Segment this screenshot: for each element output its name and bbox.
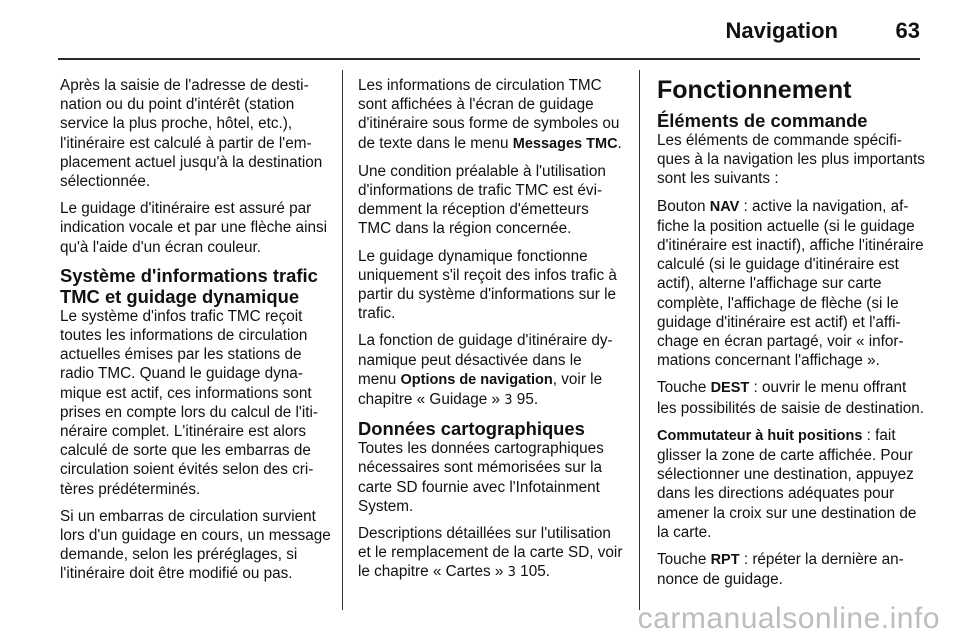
- section-heading: Système d'informations trafic TMC et guidage dynamique: [60, 264, 318, 307]
- page-number: 63: [895, 18, 920, 43]
- text: : fait glisser la zone de carte affichée. Pour sélectionner une destination, appuyez dans les directions adéquates pour amener la croix sur une destination de la carte.: [657, 426, 917, 541]
- paragraph: [657, 426, 925, 542]
- control-name-bold: Commutateur à huit positions: [657, 427, 863, 444]
- header-divider: [58, 58, 920, 60]
- paragraph: [657, 378, 925, 417]
- paragraph: Les éléments de commande spécifiques à la navigation les plus importants sont les suivants :: [657, 132, 925, 188]
- paragraph: [358, 76, 623, 154]
- paragraph: Le système d'infos trafic TMC reçoit toutes les informations de circulation actuelles émises par les stations de radio TMC. Quand le guidage dynamique est actif, ces informations sont prises en compte lors du calcul de l'itinéraire complet. L'itinéraire est alors calculé de sorte que les embarras de circulation soient évités selon des critères prédéterminés.: [60, 307, 318, 498]
- text: .: [617, 134, 622, 152]
- column-middle: [358, 76, 623, 591]
- paragraph: [358, 524, 623, 583]
- paragraph: Le guidage d'itinéraire est assuré par indication vocale et par une flèche ainsi qu'à l'aide d'un écran couleur.: [60, 200, 328, 256]
- column-divider: [342, 70, 343, 610]
- text: La fonction de guidage d'itinéraire dynamique peut désactivée dans le menu: [358, 332, 613, 388]
- column-right: [657, 76, 925, 597]
- paragraph: Le guidage dynamique fonctionne uniquement s'il reçoit des infos trafic à partir du système d'informations sur le trafic.: [358, 247, 617, 323]
- paragraph: Toutes les données cartographiques nécessaires sont mémorisées sur la carte SD fournie avec l'Infotainment System.: [358, 440, 604, 515]
- paragraph: Si un embarras de circulation survient lors d'un guidage en cours, un message demande, selon les préréglages, si l'itinéraire doit être modifié ou pas.: [60, 507, 331, 583]
- text: Les informations de circulation TMC sont affichées à l'écran de guidage d'itinéraire sous forme de symboles ou de texte dans le menu: [358, 77, 620, 152]
- section-heading: Données cartographiques: [358, 418, 585, 440]
- menu-name-bold: Options de navigation: [400, 371, 553, 388]
- page-ref-arrow-icon: 3: [507, 565, 516, 581]
- text: : ouvrir le menu offrant les possibilités de saisie de destination.: [657, 379, 925, 417]
- control-name-bold: DEST: [710, 380, 750, 397]
- column-left: [60, 76, 338, 592]
- page-ref[interactable]: 105.: [515, 563, 550, 581]
- page-ref-arrow-icon: 3: [504, 393, 513, 409]
- control-name-bold: NAV: [709, 198, 740, 215]
- text: Touche: [657, 379, 711, 397]
- paragraph: Après la saisie de l'adresse de destination ou du point d'intérêt (station service la plus proche, hôtel, etc.), l'itinéraire est calculé à partir de l'emplacement actuel jusqu'à la destination sélectionnée.: [60, 77, 323, 191]
- text: , voir le chapitre « Guidage »: [358, 370, 603, 409]
- paragraph: [657, 197, 925, 371]
- text: : active la navigation, affiche la position actuelle (si le guidage d'itinéraire est inactif), affiche l'itinéraire calculé (si le guidage d'itinéraire est actif), alterne l'affichage sur carte complète, l'affichage de flèche (si le guidage d'itinéraire est actif) et l'affichage en écran partagé, voir « informations concernant l'affichage ».: [657, 197, 924, 370]
- paragraph: [657, 550, 925, 589]
- page-title: Navigation: [725, 18, 838, 43]
- text: Touche: [657, 551, 711, 569]
- column-divider: [639, 70, 640, 610]
- control-name-bold: RPT: [710, 552, 740, 569]
- page-ref[interactable]: 95.: [512, 391, 539, 409]
- menu-name-bold: Messages TMC: [512, 135, 618, 152]
- watermark: carmanualsonline.info: [637, 602, 940, 635]
- chapter-title: Fonctionnement: [657, 76, 852, 104]
- page-header: [0, 0, 960, 58]
- text: Descriptions détaillées sur l'utilisation et le remplacement de la carte SD, voir le chapitre « Cartes »: [358, 525, 623, 581]
- text: : répéter la dernière annonce de guidage.: [657, 551, 904, 589]
- paragraph: [358, 331, 623, 410]
- text: Bouton: [657, 197, 710, 215]
- paragraph: Une condition préalable à l'utilisation d'informations de trafic TMC est évidemment la réception d'émetteurs TMC dans la région concernée.: [358, 162, 606, 238]
- section-heading: Éléments de commande: [657, 110, 868, 131]
